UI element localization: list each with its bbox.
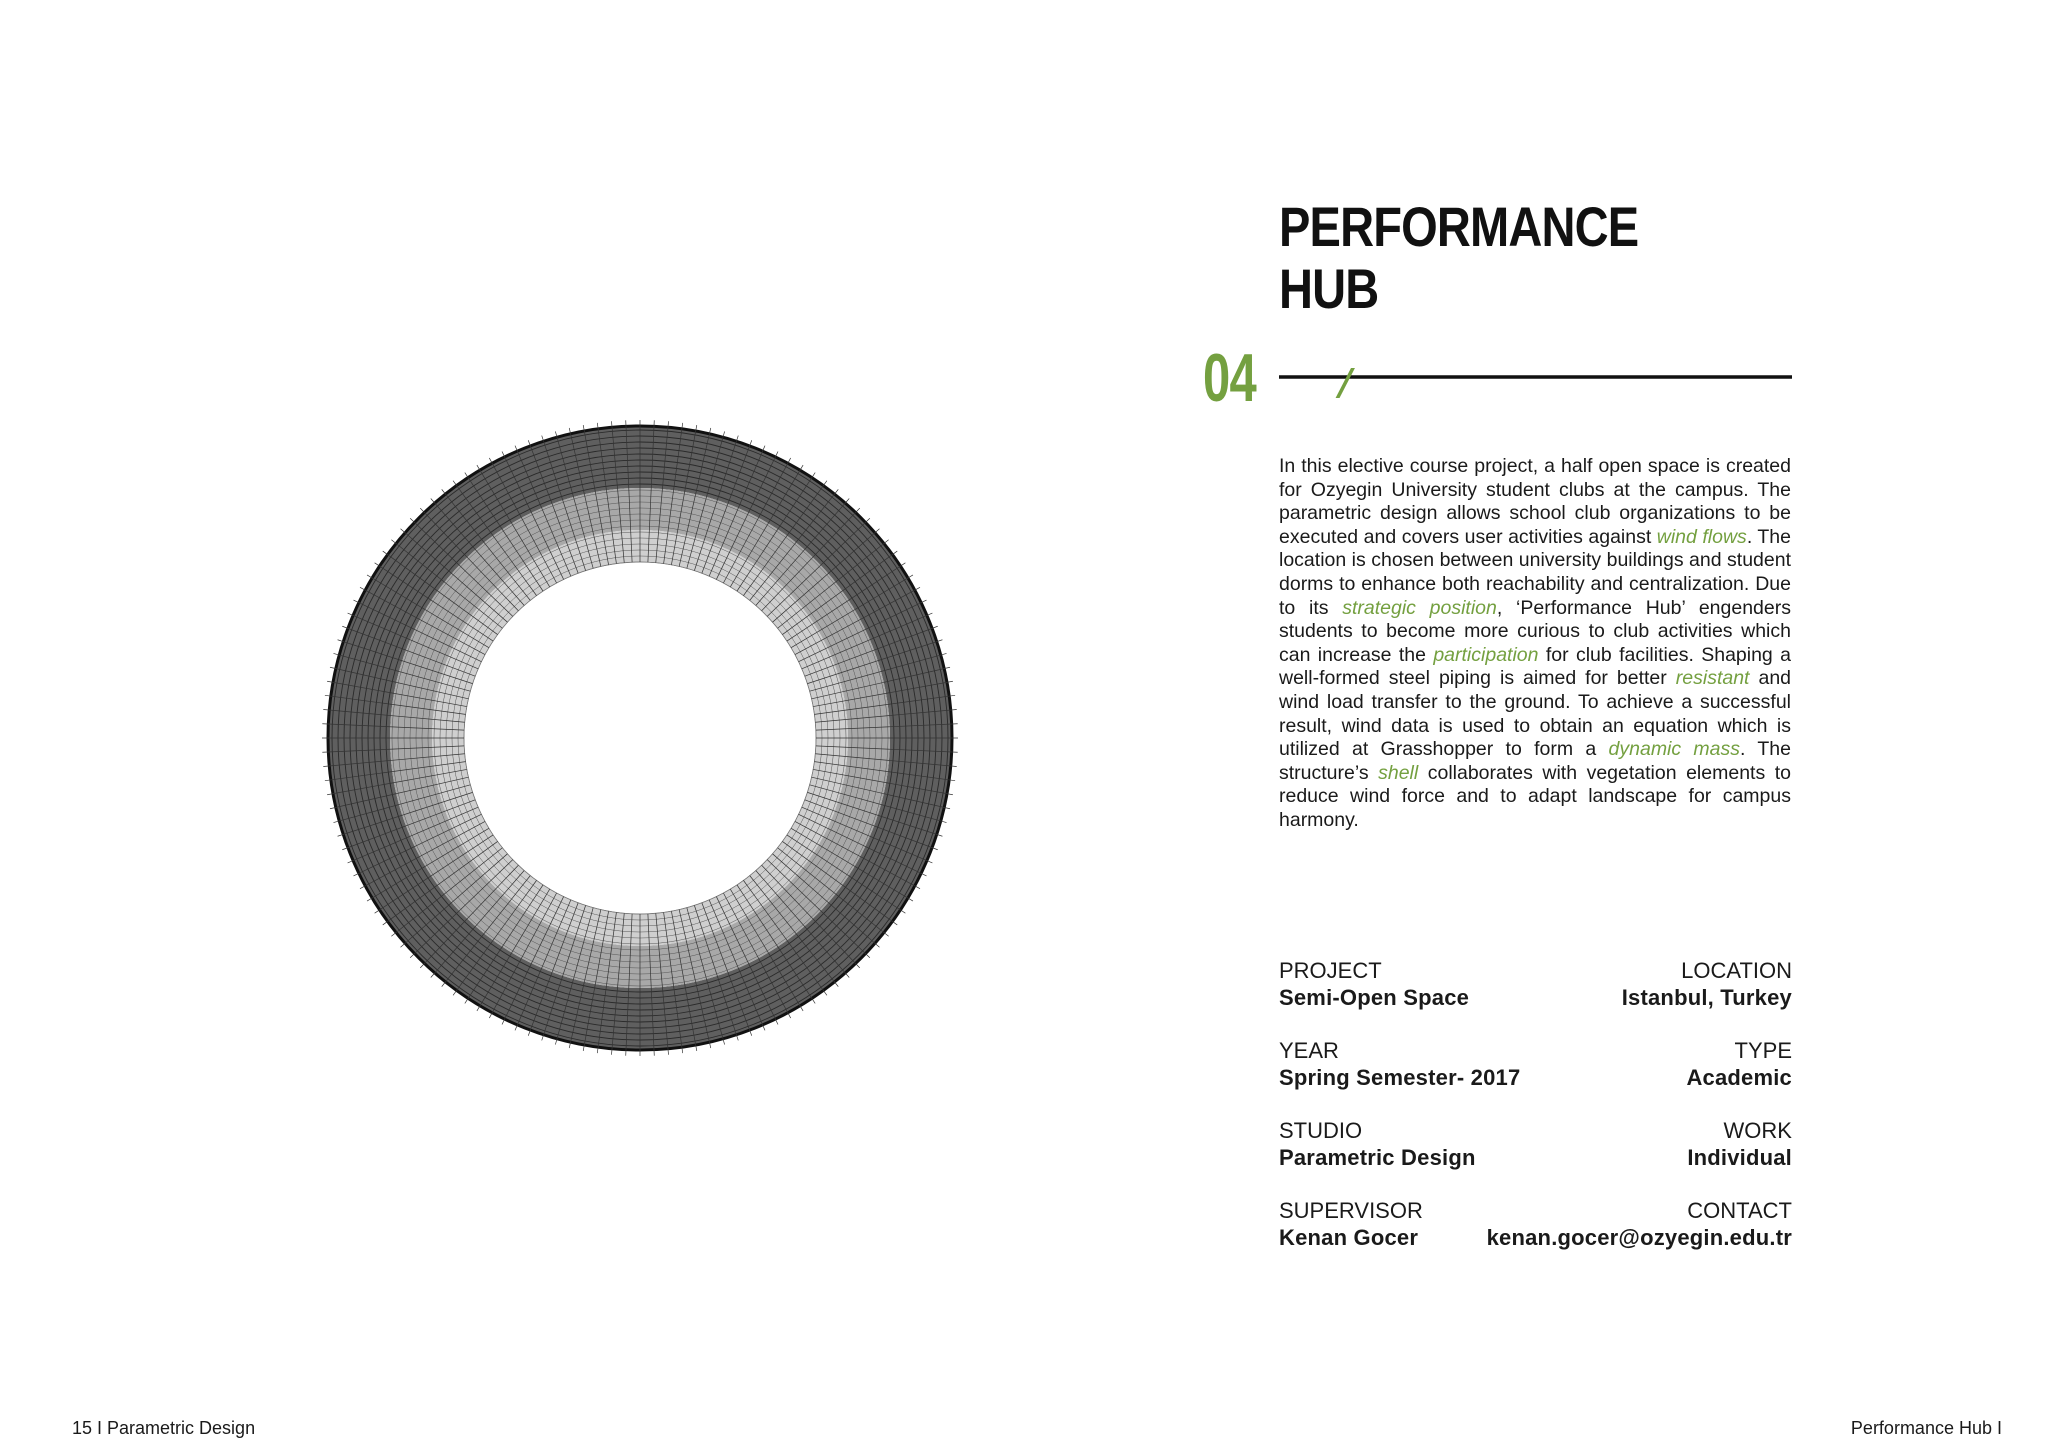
title-line-1: PERFORMANCE [1279, 195, 1639, 258]
info-row-year [1279, 1037, 1792, 1117]
info-row-project [1279, 957, 1792, 1037]
footer-page-label: 15 I Parametric Design [72, 1418, 256, 1438]
work-value: Individual [1687, 1145, 1792, 1170]
project-label: PROJECT [1279, 958, 1382, 983]
page-title [1279, 196, 1638, 320]
info-row-supervisor [1279, 1197, 1792, 1277]
footer-section-label: Performance Hub I [1850, 1418, 2002, 1438]
highlight-keyword: resistant [1675, 667, 1750, 690]
description-text: and wind load transfer to the ground. To achieve a successful result, wind data is used to obtain an equation which is utilized at Grasshopper to form a [1279, 667, 1792, 761]
contact-value: kenan.gocer@ozyegin.edu.tr [1486, 1225, 1792, 1250]
title-line-2: HUB [1279, 257, 1379, 320]
supervisor-label: SUPERVISOR [1279, 1198, 1423, 1223]
studio-label: STUDIO [1279, 1118, 1363, 1143]
type-label: TYPE [1734, 1038, 1792, 1063]
project-number: 04 [1203, 340, 1257, 416]
title-divider [1279, 368, 1792, 398]
project-description [1279, 455, 1791, 833]
highlight-keyword: dynamic mass [1608, 738, 1741, 761]
work-label: WORK [1723, 1118, 1792, 1143]
studio-value: Parametric Design [1279, 1145, 1476, 1170]
description-text: . The location is chosen between university buildings and student dorms to enhance both reachability and centralization. Due to its [1279, 525, 1791, 619]
description-text: for club facilities. Shaping a well-formed steel piping is aimed for better [1279, 643, 1791, 690]
description-text: , ‘Performance Hub’ engenders students to become more curious to club activities which can increase the [1279, 596, 1791, 666]
location-label: LOCATION [1681, 958, 1792, 983]
description-text: In this elective course project, a half open space is created for Ozyegin University student clubs at the campus. The parametric design allows school club organizations to be executed and covers user activities against [1279, 455, 1791, 548]
project-value: Semi-Open Space [1279, 985, 1470, 1010]
year-value: Spring Semester- 2017 [1279, 1065, 1521, 1090]
year-label: YEAR [1279, 1038, 1339, 1063]
location-value: Istanbul, Turkey [1621, 985, 1792, 1010]
highlight-keyword: strategic position [1342, 596, 1497, 619]
contact-label: CONTACT [1687, 1198, 1792, 1223]
info-row-studio [1279, 1117, 1792, 1197]
project-info-table [1279, 957, 1792, 1277]
description-text: . The structure’s [1279, 738, 1791, 784]
highlight-keyword: participation [1433, 643, 1539, 666]
highlight-keyword: shell [1378, 761, 1419, 784]
type-value: Academic [1686, 1065, 1792, 1090]
supervisor-value: Kenan Gocer [1279, 1225, 1419, 1250]
description-text: collaborates with vegetation elements to reduce wind force and to adapt landscape for campus harmony. [1279, 761, 1791, 831]
ring-plan-drawing [320, 418, 960, 1058]
highlight-keyword: wind flows [1656, 525, 1747, 548]
